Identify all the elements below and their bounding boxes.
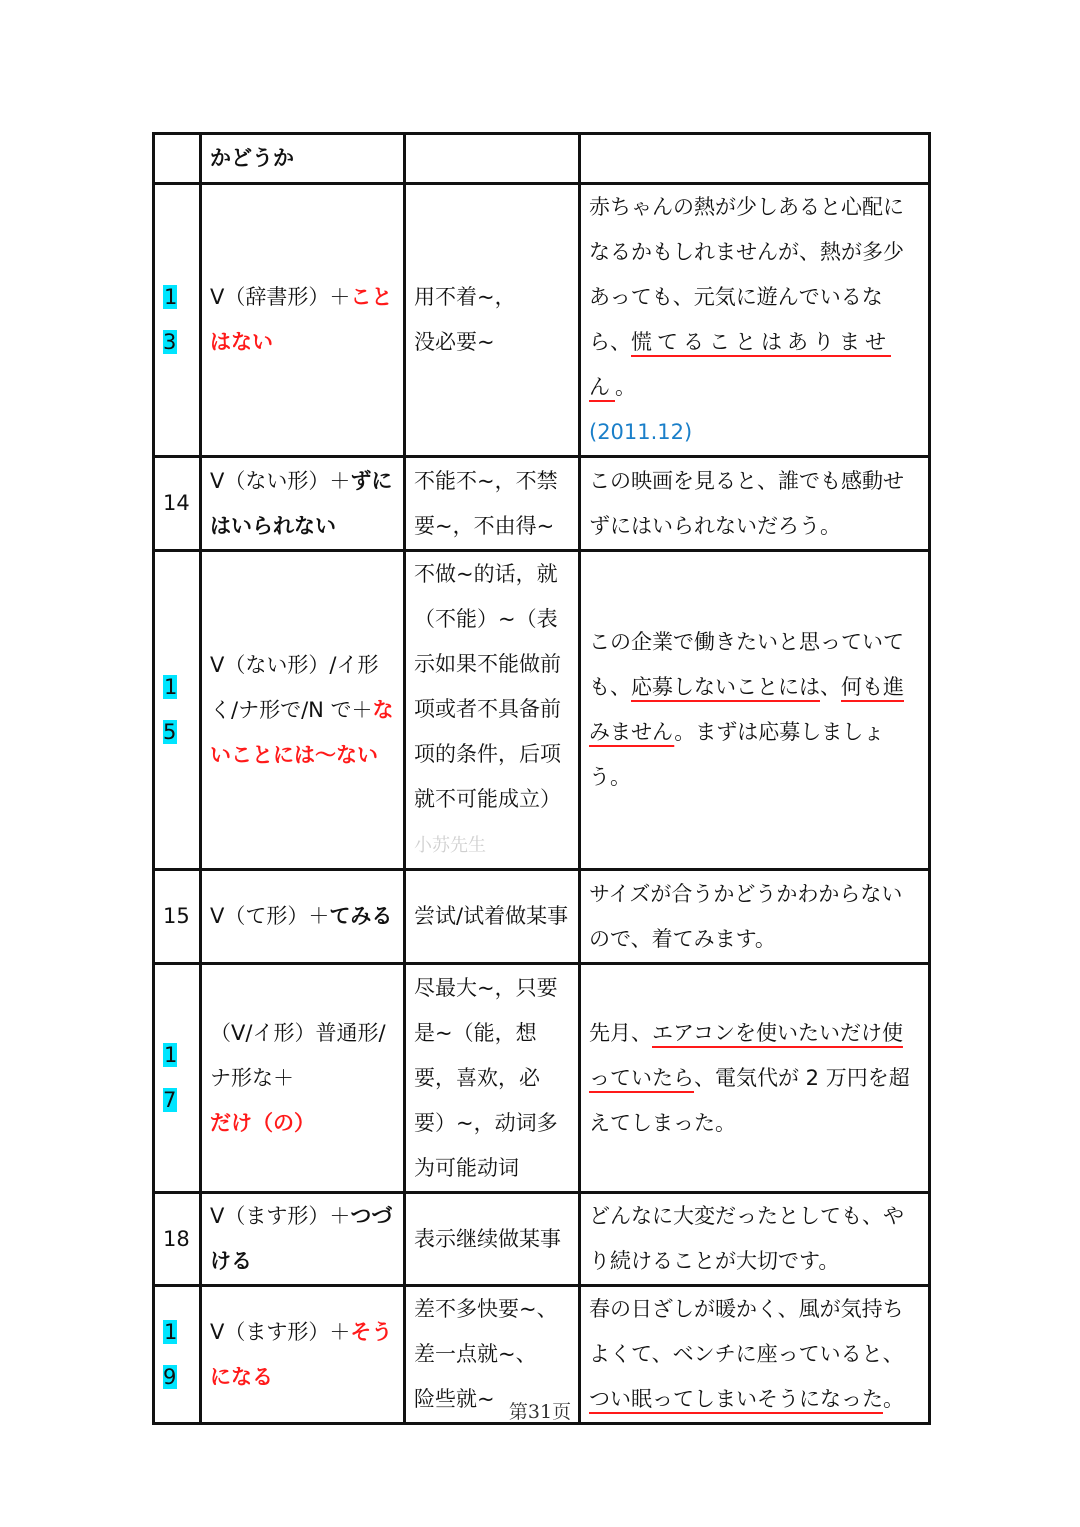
row-number-cell: 14 xyxy=(154,457,201,551)
pattern-keyword: かどうか xyxy=(210,146,294,170)
pattern-cell: V（ます形）＋つづける xyxy=(201,1193,405,1286)
row-number-cell: 18 xyxy=(154,1193,201,1286)
page-number: 第31页 xyxy=(508,1401,572,1423)
pattern-cell: V（ない形）＋ずにはいられない xyxy=(201,457,405,551)
watermark: 小苏先生 xyxy=(414,835,486,856)
pattern-cell: V（ない形）/イ形く/ナ形で/N で＋ないことには～ない xyxy=(201,551,405,870)
row-number-highlight: 15 xyxy=(163,675,178,744)
example-cell: この映画を見ると、誰でも感動せずにはいられないだろう。 xyxy=(580,457,930,551)
pattern-keyword: だけ（の） xyxy=(210,1110,315,1135)
pattern-keyword: つづける xyxy=(210,1204,393,1273)
row-number-cell xyxy=(154,551,201,870)
meaning-cell: 差不多快要~、 差一点就~、 险些就~ xyxy=(405,1286,580,1424)
table-row xyxy=(154,457,930,551)
pattern-cell xyxy=(201,134,405,184)
meaning-cell: 表示继续做某事 xyxy=(405,1193,580,1286)
table-row xyxy=(154,134,930,184)
grammar-table xyxy=(152,132,931,1425)
example-cell: 春の日ざしが暖かく、風が気持ちよくて、ベンチに座っていると、つい眠ってしまいそうになった。 xyxy=(580,1286,930,1424)
pattern-cell: V（て形）＋てみる xyxy=(201,870,405,964)
row-number-highlight: 13 xyxy=(163,285,178,354)
row-number-cell: 15 xyxy=(154,870,201,964)
pattern-cell: （V/イ形）普通形/ナ形な＋だけ（の） xyxy=(201,964,405,1193)
meaning-cell xyxy=(405,134,580,184)
row-number-cell xyxy=(154,134,201,184)
row-number-highlight: 19 xyxy=(163,1319,178,1389)
row-number-cell xyxy=(154,184,201,457)
table-row xyxy=(154,870,930,964)
underlined-phrase: つい眠ってしまいそうになった xyxy=(589,1387,883,1411)
pattern-keyword: ないことには～ない xyxy=(210,697,394,767)
table-row xyxy=(154,184,930,457)
underlined-phrase: 応募しないことには xyxy=(631,675,820,699)
pattern-cell: V（ます形）＋そうになる xyxy=(201,1286,405,1424)
example-cell: どんなに大変だったとしても、やり続けることが大切です。 xyxy=(580,1193,930,1286)
meaning-cell: 不做~的话，就（不能）~（表示如果不能做前项或者不具备前项的条件，后项就不可能成立）小苏先生 xyxy=(405,551,580,870)
example-cell: 先月、エアコンを使いたいだけ使っていたら、電気代が 2 万円を超えてしまった。 xyxy=(580,964,930,1193)
example-cell: サイズが合うかどうかわからないので、着てみます。 xyxy=(580,870,930,964)
example-cell: 赤ちゃんの熱が少しあると心配になるかもしれませんが、熱が多少あっても、元気に遊んでいるなら、慌てることはありません。 (2011.12) xyxy=(580,184,930,457)
table-row xyxy=(154,964,930,1193)
pattern-keyword: ことはない xyxy=(210,285,393,354)
pattern-keyword: てみる xyxy=(329,904,393,928)
exam-year: (2011.12) xyxy=(589,420,693,444)
pattern-cell: V（辞書形）＋ことはない xyxy=(201,184,405,457)
table-row xyxy=(154,551,930,870)
example-cell xyxy=(580,134,930,184)
underlined-phrase: エアコンを使いたいだけ使っていたら xyxy=(589,1020,903,1090)
row-number-cell xyxy=(154,964,201,1193)
meaning-cell: 不能不~，不禁要~，不由得~ xyxy=(405,457,580,551)
pattern-keyword: そうになる xyxy=(210,1319,393,1389)
example-cell: この企業で働きたいと思っていても、応募しないことには、何も進みません。まずは応募しましょう。 xyxy=(580,551,930,870)
underlined-phrase: 何も進みません xyxy=(589,675,904,744)
pattern-keyword: ずにはいられない xyxy=(210,468,393,538)
row-number-highlight: 17 xyxy=(163,1043,178,1112)
table-row xyxy=(154,1193,930,1286)
meaning-cell: 尽最大~，只要是~（能，想要，喜欢，必要）~，动词多为可能动词 xyxy=(405,964,580,1193)
underlined-phrase: 慌てることはありません xyxy=(589,330,891,399)
meaning-cell: 尝试/试着做某事 xyxy=(405,870,580,964)
meaning-cell: 用不着~， 没必要~ xyxy=(405,184,580,457)
